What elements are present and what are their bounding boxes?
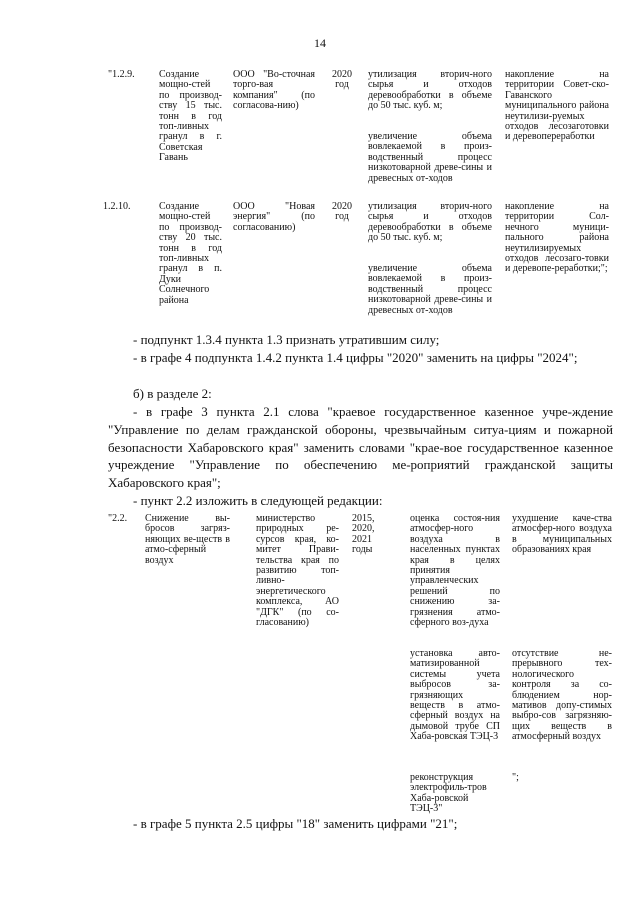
paragraph: - подпункт 1.3.4 пункта 1.3 признать утратившим силу; <box>133 332 440 347</box>
row-number: "2.2. <box>108 513 128 524</box>
paragraph: - в графе 3 пункта 2.1 слова "краевое государственное казенное учре-ждение "Управление по делам гражданской обороны, чрезвычайным ситуа-циям и пожарной безопасности Хабаровского края" заменить словами "крае-вое государственное казенное учреждение "Управление по обеспечению ме-роприятий гражданской защиты Хабаровского края"; <box>108 404 613 491</box>
consequence-cell: отсутствие не-прерывного тех-нологического контроля за со-блюдением нор-мативов допу-стимых выбро-сов загрязняю-щих веществ в атмосферный воздух <box>512 648 612 743</box>
executor-cell: ООО "Новая энергия" (по согласованию) <box>233 201 315 233</box>
effect-cell: установка авто-матизированной системы учета выбросов за-грязняющих веществ в атмо-сферный воздух на дымовой трубе СП Хаба-ровская ТЭЦ-3 <box>410 648 500 743</box>
effect-cell: утилизация вторич-ного сырья и отходов деревообработки в объеме до 50 тыс. куб. м; <box>368 69 492 112</box>
measure-cell: Создание мощно-стей по производ-ству 15 тыс. тонн в год топ-ливных гранул в г. Советская Гавань <box>159 69 222 164</box>
years-cell: 2015, 2020, 2021 годы <box>352 513 375 556</box>
row-number: "1.2.9. <box>108 69 135 80</box>
consequence-cell: "; <box>512 772 519 783</box>
row-number: 1.2.10. <box>103 201 131 212</box>
page-number: 14 <box>314 36 326 50</box>
effect-cell: реконструкция электрофиль-тров Хаба-ровской ТЭЦ-3" <box>410 772 487 815</box>
effect-cell: увеличение объема вовлекаемой в произ-водственный процесс низкотоварной древе-сины и древесных от-ходов <box>368 263 492 316</box>
paragraph: б) в разделе 2: <box>133 386 212 401</box>
years-cell: 2020 год <box>332 69 352 91</box>
paragraph: - в графе 4 подпункта 1.4.2 пункта 1.4 цифры "2020" заменить на цифры "2024"; <box>133 350 578 365</box>
effect-cell: утилизация вторич-ного сырья и отходов деревообработки в объеме до 50 тыс. куб. м; <box>368 201 492 244</box>
consequence-cell: накопление на территории Совет-ско-Гаванского муниципального района неутилизи-руемых отходов лесозаготовки и деревопереработки <box>505 69 609 143</box>
executor-cell: ООО "Во-сточная торго-вая компания" (по согласова-нию) <box>233 69 315 112</box>
measure-cell: Создание мощно-стей по производ-ству 20 тыс. тонн в год топ-ливных гранул в п. Дуки Солнечного района <box>159 201 222 306</box>
paragraph: - в графе 5 пункта 2.5 цифры "18" заменить цифрами "21"; <box>133 816 458 831</box>
consequence-cell: ухудшение каче-ства атмосфер-ного воздуха в муниципальных образованиях края <box>512 513 612 556</box>
executor-cell: министерство природных ре-сурсов края, ко-митет Прави-тельства края по развитию топ-ливно-энергетического комплекса, АО "ДГК" (по со-гласованию) <box>256 513 339 629</box>
paragraph: - пункт 2.2 изложить в следующей редакции: <box>133 493 383 508</box>
effect-cell: оценка состоя-ния атмосфер-ного воздуха в населенных пунктах края в целях принятия управленческих решений по снижению за-грязнения атмо-сферного воз-духа <box>410 513 500 629</box>
effect-cell: увеличение объема вовлекаемой в произ-водственный процесс низкотоварной древе-сины и древесных от-ходов <box>368 131 492 184</box>
measure-cell: Снижение вы-бросов загряз-няющих ве-ществ в атмо-сферный воздух <box>145 513 230 566</box>
consequence-cell: накопление на территории Сол-нечного муници-пального района неутилизируемых отходов лесозаго-товки и деревопе-реработки;"; <box>505 201 609 275</box>
years-cell: 2020 год <box>332 201 352 223</box>
